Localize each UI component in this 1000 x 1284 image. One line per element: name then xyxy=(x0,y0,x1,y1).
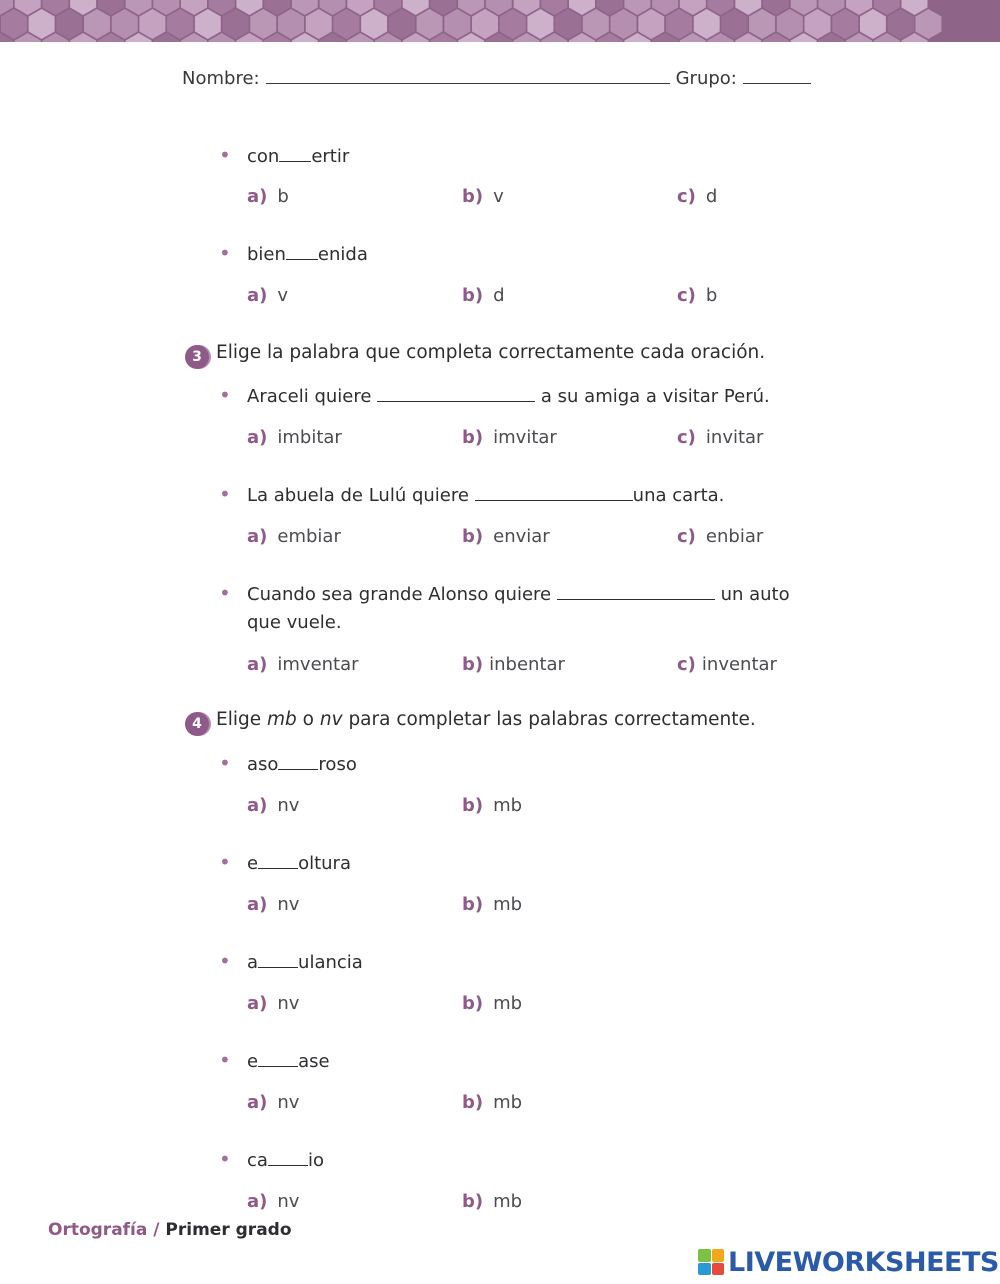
question-item: • La abuela de Lulú quiere una carta. xyxy=(219,482,725,506)
hexagon-pattern xyxy=(0,0,1000,42)
word-suffix: oltura xyxy=(298,853,351,874)
option-a[interactable]: a) embiar xyxy=(247,526,341,547)
option-b[interactable]: b) mb xyxy=(462,993,523,1014)
question-item xyxy=(219,1147,324,1171)
option-c[interactable]: c) d xyxy=(677,186,718,207)
bullet-icon: • xyxy=(219,1147,231,1171)
answer-blank[interactable] xyxy=(377,385,535,402)
word-suffix: ulancia xyxy=(298,952,363,973)
word-prefix: ca xyxy=(247,1150,268,1171)
subject-label: Ortografía xyxy=(48,1220,148,1240)
answer-blank[interactable] xyxy=(279,145,311,162)
word-prefix: e xyxy=(247,853,259,874)
option-b[interactable]: b) d xyxy=(462,285,505,306)
grade-label: Primer grado xyxy=(165,1220,292,1240)
group-label: Grupo: xyxy=(675,68,737,89)
option-a[interactable]: a) nv xyxy=(247,1191,300,1212)
option-b[interactable]: b) mb xyxy=(462,1191,523,1212)
word-suffix: io xyxy=(307,1150,324,1171)
section-number-badge: 4 xyxy=(185,712,209,736)
section-title: Elige la palabra que completa correctamente cada oración. xyxy=(216,342,766,363)
option-b[interactable]: b) imvitar xyxy=(462,427,557,448)
liveworksheets-logo-icon xyxy=(698,1249,724,1275)
option-c[interactable]: c) invitar xyxy=(677,427,764,448)
word-prefix: bien xyxy=(247,244,286,265)
liveworksheets-logo xyxy=(698,1246,999,1278)
option-b[interactable]: b) mb xyxy=(462,1092,523,1113)
option-a[interactable]: a) imventar xyxy=(247,654,359,675)
bullet-icon: • xyxy=(219,751,231,775)
word-prefix: con xyxy=(247,146,280,167)
name-label: Nombre: xyxy=(182,68,260,89)
question-item xyxy=(219,850,351,874)
question-item: • Araceli quiere a su amiga a visitar Perú. xyxy=(219,383,770,407)
answer-blank[interactable] xyxy=(268,1149,308,1166)
word-prefix: e xyxy=(247,1051,259,1072)
option-b[interactable]: b) inbentar xyxy=(462,654,565,675)
option-c[interactable]: c) b xyxy=(677,285,718,306)
answer-blank[interactable] xyxy=(286,243,318,260)
word-suffix: enida xyxy=(317,244,368,265)
student-header xyxy=(182,66,811,89)
word-prefix: aso xyxy=(247,754,279,775)
bullet-icon: • xyxy=(219,581,231,605)
option-a[interactable]: a) v xyxy=(247,285,289,306)
section-4-heading: 4 Elige mb o nv para completar las palabras correctamente. xyxy=(185,709,756,736)
word-prefix: a xyxy=(247,952,259,973)
option-b[interactable]: b) enviar xyxy=(462,526,550,547)
brand-wordmark: LIVEWORKSHEETS xyxy=(728,1246,999,1278)
answer-blank[interactable] xyxy=(258,1050,298,1067)
bullet-icon: • xyxy=(219,850,231,874)
bullet-icon: • xyxy=(219,383,231,407)
bullet-icon: • xyxy=(219,482,231,506)
bullet-icon: • xyxy=(219,241,231,265)
option-c[interactable]: c) inventar xyxy=(677,654,777,675)
question-item xyxy=(219,1048,330,1072)
answer-blank[interactable] xyxy=(258,852,298,869)
option-b[interactable]: b) mb xyxy=(462,894,523,915)
section-3-heading xyxy=(185,342,765,369)
option-a[interactable]: a) imbitar xyxy=(247,427,342,448)
question-item-continuation: que vuele. xyxy=(247,612,342,633)
option-c[interactable]: c) enbiar xyxy=(677,526,764,547)
top-decorative-band xyxy=(0,0,1000,42)
bullet-icon: • xyxy=(219,949,231,973)
answer-blank[interactable] xyxy=(278,753,318,770)
word-suffix: ertir xyxy=(311,146,350,167)
option-a[interactable]: a) nv xyxy=(247,795,300,816)
answer-blank[interactable] xyxy=(475,484,633,501)
answer-blank[interactable] xyxy=(557,583,715,600)
word-suffix: roso xyxy=(318,754,357,775)
answer-blank[interactable] xyxy=(258,951,298,968)
option-b[interactable]: b) v xyxy=(462,186,504,207)
group-field[interactable] xyxy=(743,66,811,84)
bullet-icon: • xyxy=(219,1048,231,1072)
word-suffix: ase xyxy=(298,1051,330,1072)
question-item xyxy=(219,949,363,973)
section-number-badge: 3 xyxy=(185,345,209,369)
footer-label: Ortografía / Primer grado xyxy=(48,1220,292,1240)
name-field[interactable] xyxy=(266,66,670,84)
option-a[interactable]: a) nv xyxy=(247,894,300,915)
option-a[interactable]: a) b xyxy=(247,186,289,207)
option-b[interactable]: b) mb xyxy=(462,795,523,816)
option-a[interactable]: a) nv xyxy=(247,1092,300,1113)
question-item: • Cuando sea grande Alonso quiere un auto xyxy=(219,581,790,605)
option-a[interactable]: a) nv xyxy=(247,993,300,1014)
bullet-icon: • xyxy=(219,143,231,167)
question-item xyxy=(219,751,357,775)
question-item xyxy=(219,241,368,265)
question-item xyxy=(219,143,350,167)
